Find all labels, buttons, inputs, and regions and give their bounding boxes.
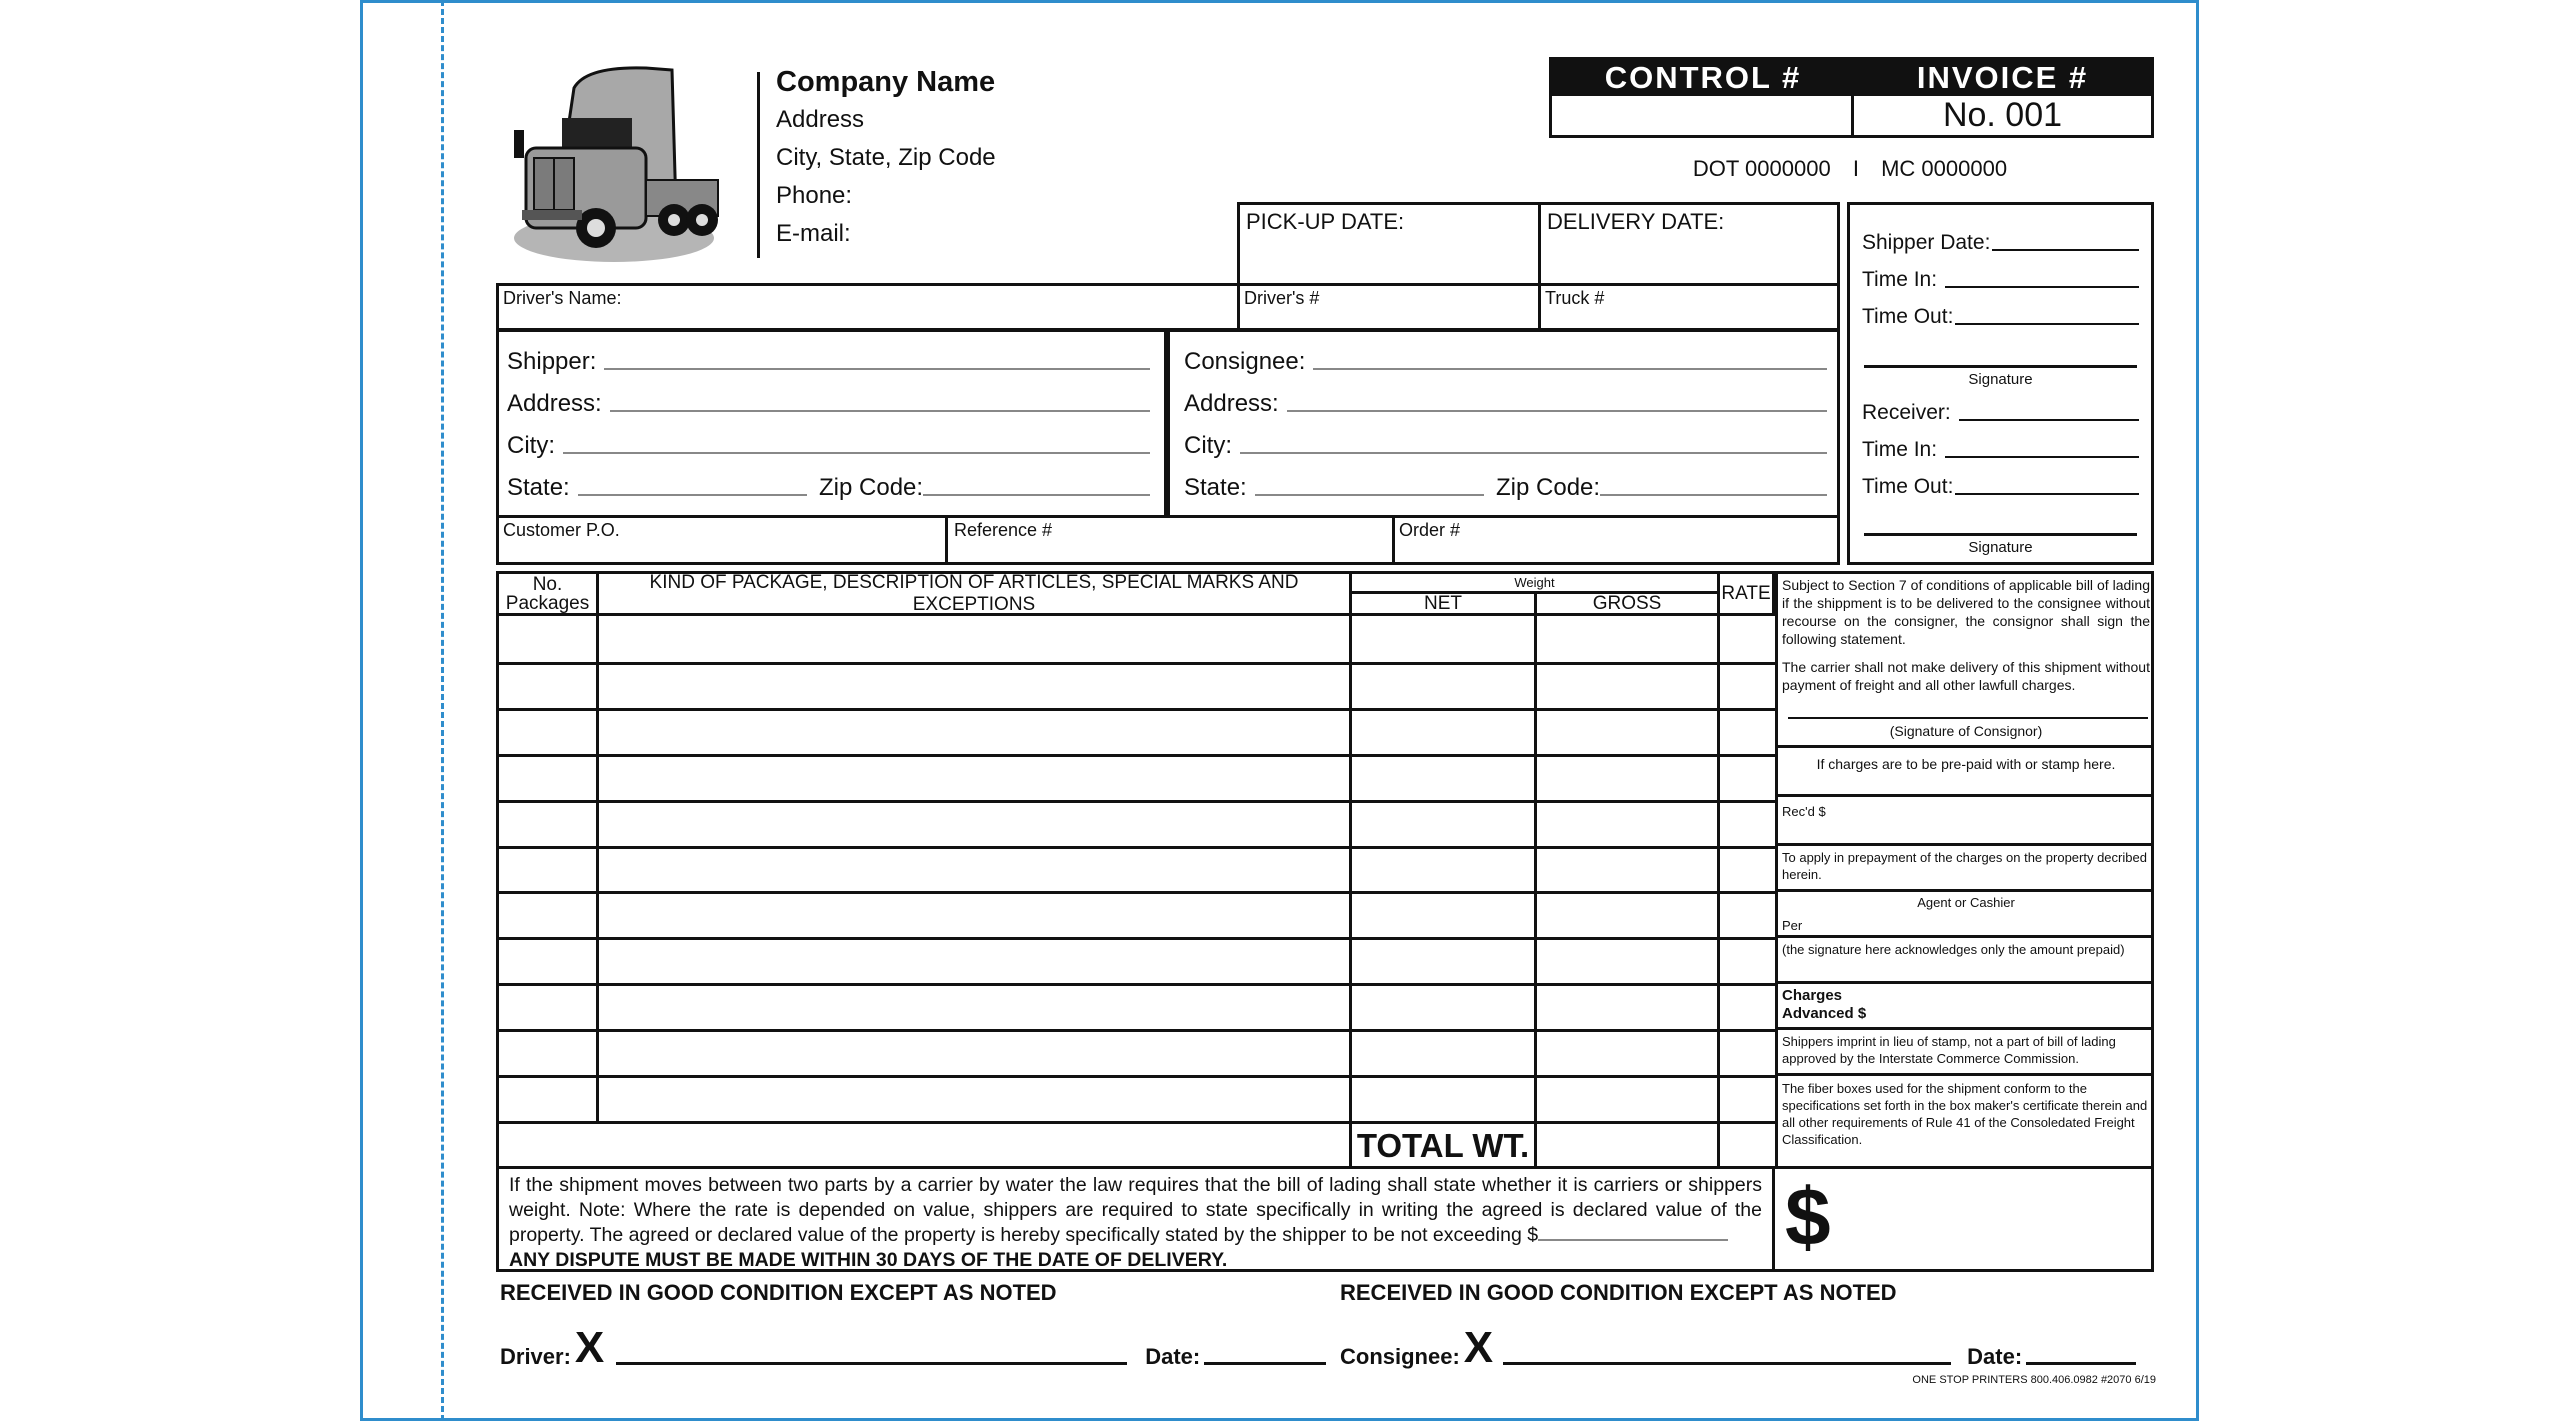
cell-gross[interactable]	[1537, 846, 1720, 892]
consignee-signature-row	[1340, 1324, 2160, 1370]
cell-rate[interactable]	[1720, 891, 1775, 937]
receiver-signature-line[interactable]	[1864, 533, 2137, 536]
cell-net[interactable]	[1352, 1075, 1537, 1121]
driver-date-label: Date:	[1145, 1344, 1201, 1369]
driver-signature-line[interactable]	[616, 1362, 1127, 1365]
total-weight-label: TOTAL WT.	[1352, 1124, 1537, 1167]
shipper-zip-field[interactable]: Zip Code:	[819, 474, 1150, 502]
customer-po-field[interactable]	[496, 515, 948, 565]
truck-number-field[interactable]	[1538, 283, 1840, 331]
cell-net[interactable]	[1352, 891, 1537, 937]
consignee-signature-label: Consignee:	[1340, 1344, 1460, 1369]
cell-net[interactable]	[1352, 754, 1537, 800]
col-header-weight: Weight	[1352, 574, 1720, 594]
prepaid-stamp-area[interactable]: If charges are to be pre-paid with or stamp here.	[1778, 751, 2154, 797]
delivery-date-field[interactable]	[1538, 202, 1840, 286]
received-notice-right: RECEIVED IN GOOD CONDITION EXCEPT AS NOTED	[1340, 1280, 1897, 1305]
table-row	[499, 800, 1775, 846]
cell-packages[interactable]	[499, 616, 599, 662]
cell-description[interactable]	[599, 800, 1352, 846]
driver-number-field[interactable]	[1237, 283, 1541, 331]
item-rows	[499, 616, 1775, 1122]
cell-packages[interactable]	[499, 983, 599, 1029]
cell-description[interactable]	[599, 1029, 1352, 1075]
driver-name-field[interactable]	[496, 283, 1240, 331]
cell-packages[interactable]	[499, 891, 599, 937]
cell-rate[interactable]	[1720, 937, 1775, 983]
terms-column	[1775, 574, 2151, 1166]
cell-rate[interactable]	[1720, 708, 1775, 754]
printer-credit: ONE STOP PRINTERS 800.406.0982 #2070 6/19	[1912, 1374, 2156, 1386]
per-label: Per	[1782, 918, 1803, 933]
consignee-name-field[interactable]: Consignee:	[1184, 348, 1827, 376]
receiver-signature-label: Signature	[1968, 539, 2033, 556]
col-header-packages: No. Packages	[499, 574, 599, 616]
carrier-note-text: The carrier shall not make delivery of this shipment without payment of freight and all other lawfull charges.	[1782, 659, 2150, 693]
cell-description[interactable]	[599, 708, 1352, 754]
table-row	[499, 708, 1775, 754]
control-number-header: CONTROL #	[1552, 60, 1854, 96]
shipper-signature-label: Signature	[1968, 371, 2033, 388]
section7-text: Subject to Section 7 of conditions of applicable bill of lading if the shippment is to be delivered to the consignee without recourse on the consigner, the consignor shall sign the following statement.	[1782, 577, 2150, 647]
shipper-address-field[interactable]: Address:	[507, 390, 1150, 418]
received-notice-left: RECEIVED IN GOOD CONDITION EXCEPT AS NOTED	[500, 1280, 1057, 1305]
cell-gross[interactable]	[1537, 754, 1720, 800]
cell-gross[interactable]	[1537, 616, 1720, 662]
driver-signature-label: Driver:	[500, 1344, 571, 1369]
cell-net[interactable]	[1352, 708, 1537, 754]
driver-number-label: Driver's #	[1244, 288, 1320, 308]
cell-packages[interactable]	[499, 708, 599, 754]
cell-net[interactable]	[1352, 983, 1537, 1029]
cell-packages[interactable]	[499, 1075, 599, 1121]
cell-gross[interactable]	[1537, 891, 1720, 937]
receiver-time-in-field[interactable]: Time In:	[1862, 438, 2139, 462]
shipper-city-field[interactable]: City:	[507, 432, 1150, 460]
shipper-time-out-field[interactable]: Time Out:	[1862, 305, 2139, 329]
cell-net[interactable]	[1352, 662, 1537, 708]
truck-number-label: Truck #	[1545, 288, 1605, 308]
table-row	[499, 891, 1775, 937]
col-header-description: KIND OF PACKAGE, DESCRIPTION OF ARTICLES, SPECIAL MARKS AND EXCEPTIONS	[599, 574, 1352, 616]
col-header-gross: GROSS	[1537, 594, 1720, 616]
consignee-state-field[interactable]: State:	[1184, 474, 1484, 502]
shipper-signature-line[interactable]	[1864, 365, 2137, 368]
consignee-date-line[interactable]	[2026, 1362, 2136, 1365]
shipper-state-field[interactable]: State:	[507, 474, 807, 502]
receiver-field[interactable]: Receiver:	[1862, 401, 2139, 425]
advanced-label: Advanced $	[1782, 1005, 1867, 1022]
fiber-boxes-note: The fiber boxes used for the shipment conform to the specifications set forth in the box maker's certificate therein and all other requirements of Rule 41 of the Consoledated Freight Classification.	[1782, 1081, 2148, 1147]
delivery-date-label: DELIVERY DATE:	[1547, 209, 1725, 234]
charges-advanced-field[interactable]	[1778, 984, 2154, 1030]
table-row	[499, 1075, 1775, 1121]
company-city-state-zip: City, State, Zip Code	[776, 144, 996, 171]
cell-rate[interactable]	[1720, 754, 1775, 800]
cell-packages[interactable]	[499, 1029, 599, 1075]
cell-description[interactable]	[599, 754, 1352, 800]
cell-description[interactable]	[599, 616, 1352, 662]
imprint-note: Shippers imprint in lieu of stamp, not a part of bill of lading approved by the Interstate Commerce Commission.	[1778, 1030, 2154, 1076]
consignee-date-label: Date:	[1967, 1344, 2023, 1369]
table-row	[499, 937, 1775, 983]
cell-net[interactable]	[1352, 616, 1537, 662]
table-row	[499, 616, 1775, 662]
cell-net[interactable]	[1352, 800, 1537, 846]
cell-rate[interactable]	[1720, 983, 1775, 1029]
company-email: E-mail:	[776, 220, 851, 247]
table-row	[499, 754, 1775, 800]
shipper-section	[496, 329, 1167, 518]
section7-block	[1778, 574, 2154, 748]
agent-per-field[interactable]	[1778, 892, 2154, 938]
acknowledge-note: (the signature here acknowledges only the amount prepaid)	[1778, 938, 2154, 984]
company-phone: Phone:	[776, 182, 853, 209]
pickup-date-label: PICK-UP DATE:	[1246, 209, 1405, 234]
cell-description[interactable]	[599, 1075, 1352, 1121]
cell-gross[interactable]	[1537, 937, 1720, 983]
total-blank	[499, 1124, 1352, 1167]
cell-rate[interactable]	[1720, 616, 1775, 662]
shipper-date-field[interactable]: Shipper Date:	[1862, 231, 2139, 255]
table-row	[499, 983, 1775, 1029]
table-row	[499, 846, 1775, 892]
charges-label: Charges	[1782, 987, 1843, 1004]
recd-amount-field[interactable]: Rec'd $	[1778, 800, 2154, 846]
consignor-signature-line[interactable]	[1788, 717, 2148, 719]
shipper-time-in-field[interactable]: Time In:	[1862, 268, 2139, 292]
col-header-rate: RATE	[1720, 574, 1775, 616]
cell-rate[interactable]	[1720, 846, 1775, 892]
cell-description[interactable]	[599, 662, 1352, 708]
mc-number: MC 0000000	[1881, 156, 2008, 181]
customer-po-label: Customer P.O.	[503, 520, 620, 540]
company-info	[776, 66, 996, 258]
dollar-icon: $	[1785, 1172, 1831, 1263]
header-divider	[757, 72, 760, 258]
control-invoice-box	[1549, 57, 2154, 138]
cell-description[interactable]	[599, 937, 1352, 983]
dispute-notice: ANY DISPUTE MUST BE MADE WITHIN 30 DAYS OF THE DATE OF DELIVERY.	[509, 1249, 1228, 1271]
driver-date-line[interactable]	[1204, 1362, 1326, 1365]
consignee-section	[1167, 329, 1840, 518]
cell-gross[interactable]	[1537, 662, 1720, 708]
order-number-field[interactable]	[1392, 515, 1840, 565]
x-mark-icon: X	[574, 1323, 605, 1372]
invoice-number-header: INVOICE #	[1854, 60, 2151, 96]
consignee-address-field[interactable]: Address:	[1184, 390, 1827, 418]
table-row	[499, 1029, 1775, 1075]
cell-gross[interactable]	[1537, 708, 1720, 754]
control-number-field[interactable]	[1552, 96, 1854, 135]
total-row	[499, 1121, 1775, 1167]
dot-number: DOT 0000000	[1692, 156, 1831, 181]
cell-gross[interactable]	[1537, 1075, 1720, 1121]
cell-gross[interactable]	[1537, 1029, 1720, 1075]
total-rate-field[interactable]	[1720, 1124, 1775, 1167]
company-address: Address	[776, 106, 865, 133]
cell-packages[interactable]	[499, 800, 599, 846]
cell-net[interactable]	[1352, 1029, 1537, 1075]
cell-description[interactable]	[599, 846, 1352, 892]
col-header-net: NET	[1352, 594, 1537, 616]
consignee-city-field[interactable]: City:	[1184, 432, 1827, 460]
cell-rate[interactable]	[1720, 800, 1775, 846]
declared-value-field[interactable]	[1538, 1223, 1728, 1241]
perforation-line	[441, 0, 444, 1421]
cell-rate[interactable]	[1720, 1029, 1775, 1075]
cell-description[interactable]	[599, 983, 1352, 1029]
cell-packages[interactable]	[499, 937, 599, 983]
driver-name-label: Driver's Name:	[503, 288, 622, 308]
total-gross-field[interactable]	[1537, 1124, 1720, 1167]
dot-mc-separator: I	[1852, 156, 1859, 181]
cell-net[interactable]	[1352, 846, 1537, 892]
reference-number-label: Reference #	[954, 520, 1053, 540]
cell-gross[interactable]	[1537, 983, 1720, 1029]
consignor-signature-label: (Signature of Consignor)	[1889, 723, 2043, 739]
cell-net[interactable]	[1352, 937, 1537, 983]
table-row	[499, 662, 1775, 708]
invoice-number-value: No. 001	[1942, 96, 2063, 134]
cell-rate[interactable]	[1720, 662, 1775, 708]
declaration-block	[499, 1166, 1775, 1269]
receiver-time-out-field[interactable]: Time Out:	[1862, 475, 2139, 499]
agent-cashier-label: Agent or Cashier	[1917, 895, 2015, 910]
declaration-text: If the shipment moves between two parts by a carrier by water the law requires that the bill of lading shall state whether it is carriers or shippers weight. Note: Where the rate is depended on value, shippers are required to state specifically in writing the agreed is declared value of the property. The agreed or declared value of the property is hereby specifically stated by the shipper to be not exceeding $	[509, 1174, 1762, 1246]
driver-signature-row	[500, 1324, 1326, 1370]
cell-packages[interactable]	[499, 662, 599, 708]
pickup-date-field[interactable]	[1237, 202, 1541, 286]
cell-description[interactable]	[599, 891, 1352, 937]
reference-number-field[interactable]	[945, 515, 1395, 565]
cell-packages[interactable]	[499, 846, 599, 892]
truck-logo-icon	[496, 60, 726, 265]
company-name: Company Name	[776, 66, 996, 98]
shipper-name-field[interactable]: Shipper:	[507, 348, 1150, 376]
cell-gross[interactable]	[1537, 800, 1720, 846]
apply-prepayment-note: To apply in prepayment of the charges on the property decribed herein.	[1778, 846, 2154, 892]
cell-rate[interactable]	[1720, 1075, 1775, 1121]
shipper-receiver-times-box	[1847, 202, 2154, 565]
consignee-signature-line[interactable]	[1503, 1362, 1951, 1365]
cell-packages[interactable]	[499, 754, 599, 800]
x-mark-icon-2: X	[1463, 1323, 1494, 1372]
declared-amount-box[interactable]	[1775, 1166, 2151, 1269]
dot-mc-line	[1600, 156, 2100, 182]
order-number-label: Order #	[1399, 520, 1461, 540]
consignee-zip-field[interactable]: Zip Code:	[1496, 474, 1827, 502]
